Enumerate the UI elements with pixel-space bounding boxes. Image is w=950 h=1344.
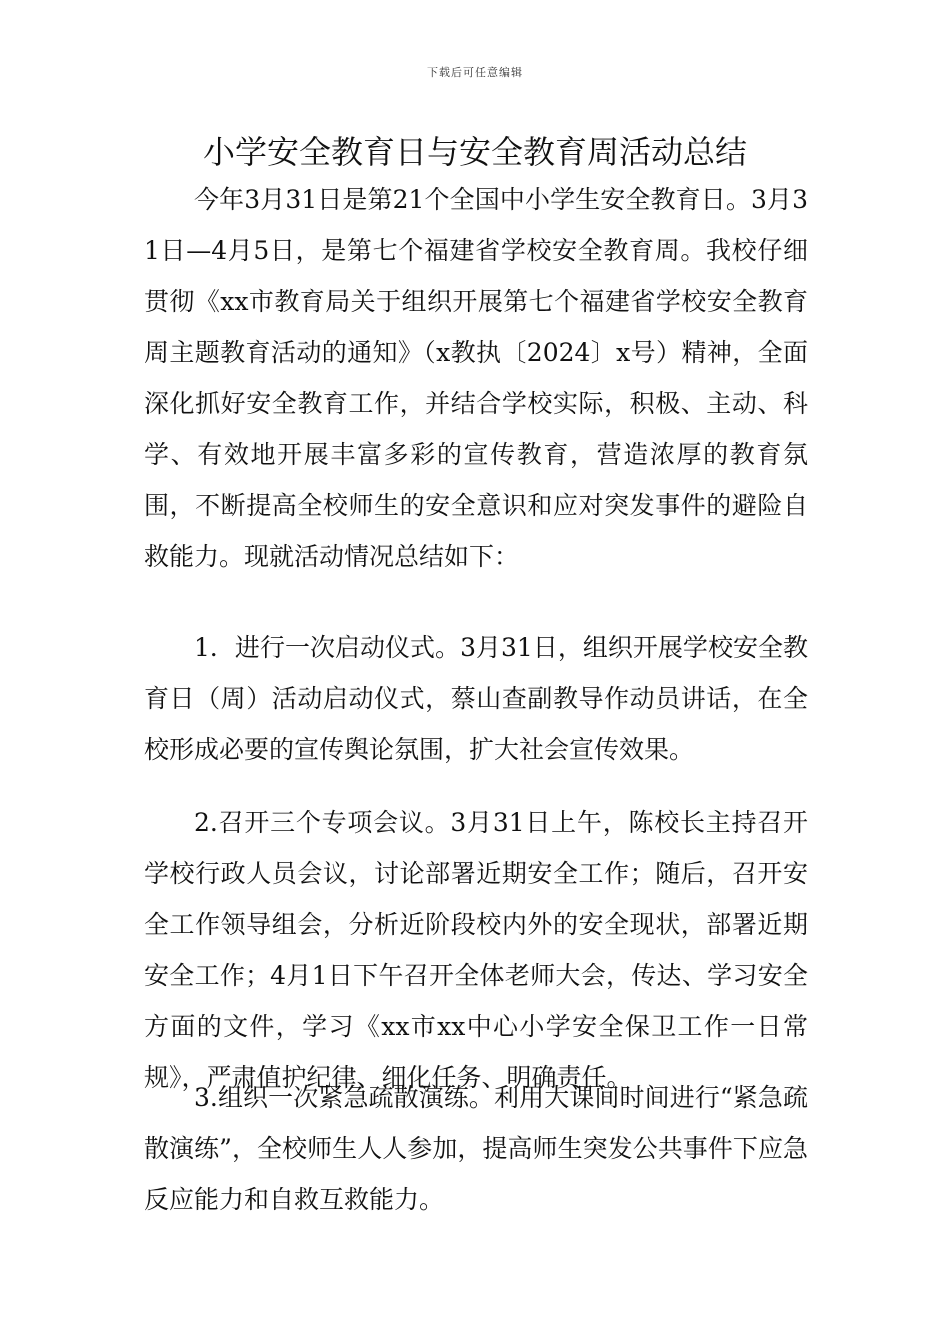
- item-3-paragraph: 3.组织一次紧急疏散演练。利用大课间时间进行“紧急疏散演练”，全校师生人人参加，提高师生突发公共事件下应急反应能力和自救互救能力。: [144, 1083, 808, 1214]
- header-note: 下载后可任意编辑: [427, 66, 523, 79]
- intro-paragraph: 今年3月31日是第21个全国中小学生安全教育日。3月31日—4月5日，是第七个福建省学校安全教育周。我校仔细贯彻《xx市教育局关于组织开展第七个福建省学校安全教育周主题教育活动的通知》（x教执〔2024〕x号）精神，全面深化抓好安全教育工作，并结合学校实际，积极、主动、科学、有效地开展丰富多彩的宣传教育，营造浓厚的教育氛围，不断提高全校师生的安全意识和应对突发事件的避险自救能力。现就活动情况总结如下：: [144, 185, 808, 571]
- item-2-paragraph: 2.召开三个专项会议。3月31日上午，陈校长主持召开学校行政人员会议，讨论部署近期安全工作；随后，召开安全工作领导组会，分析近阶段校内外的安全现状，部署近期安全工作；4月1日下午召开全体老师大会，传达、学习安全方面的文件，学习《xx市xx中心小学安全保卫工作一日常规》，严肃值护纪律、细化任务、明确责任。: [144, 808, 808, 1092]
- document-title: 小学安全教育日与安全教育周活动总结: [202, 133, 747, 171]
- item-1-paragraph: 1．进行一次启动仪式。3月31日，组织开展学校安全教育日（周）活动启动仪式，蔡山查副教导作动员讲话，在全校形成必要的宣传舆论氛围，扩大社会宣传效果。: [144, 633, 808, 764]
